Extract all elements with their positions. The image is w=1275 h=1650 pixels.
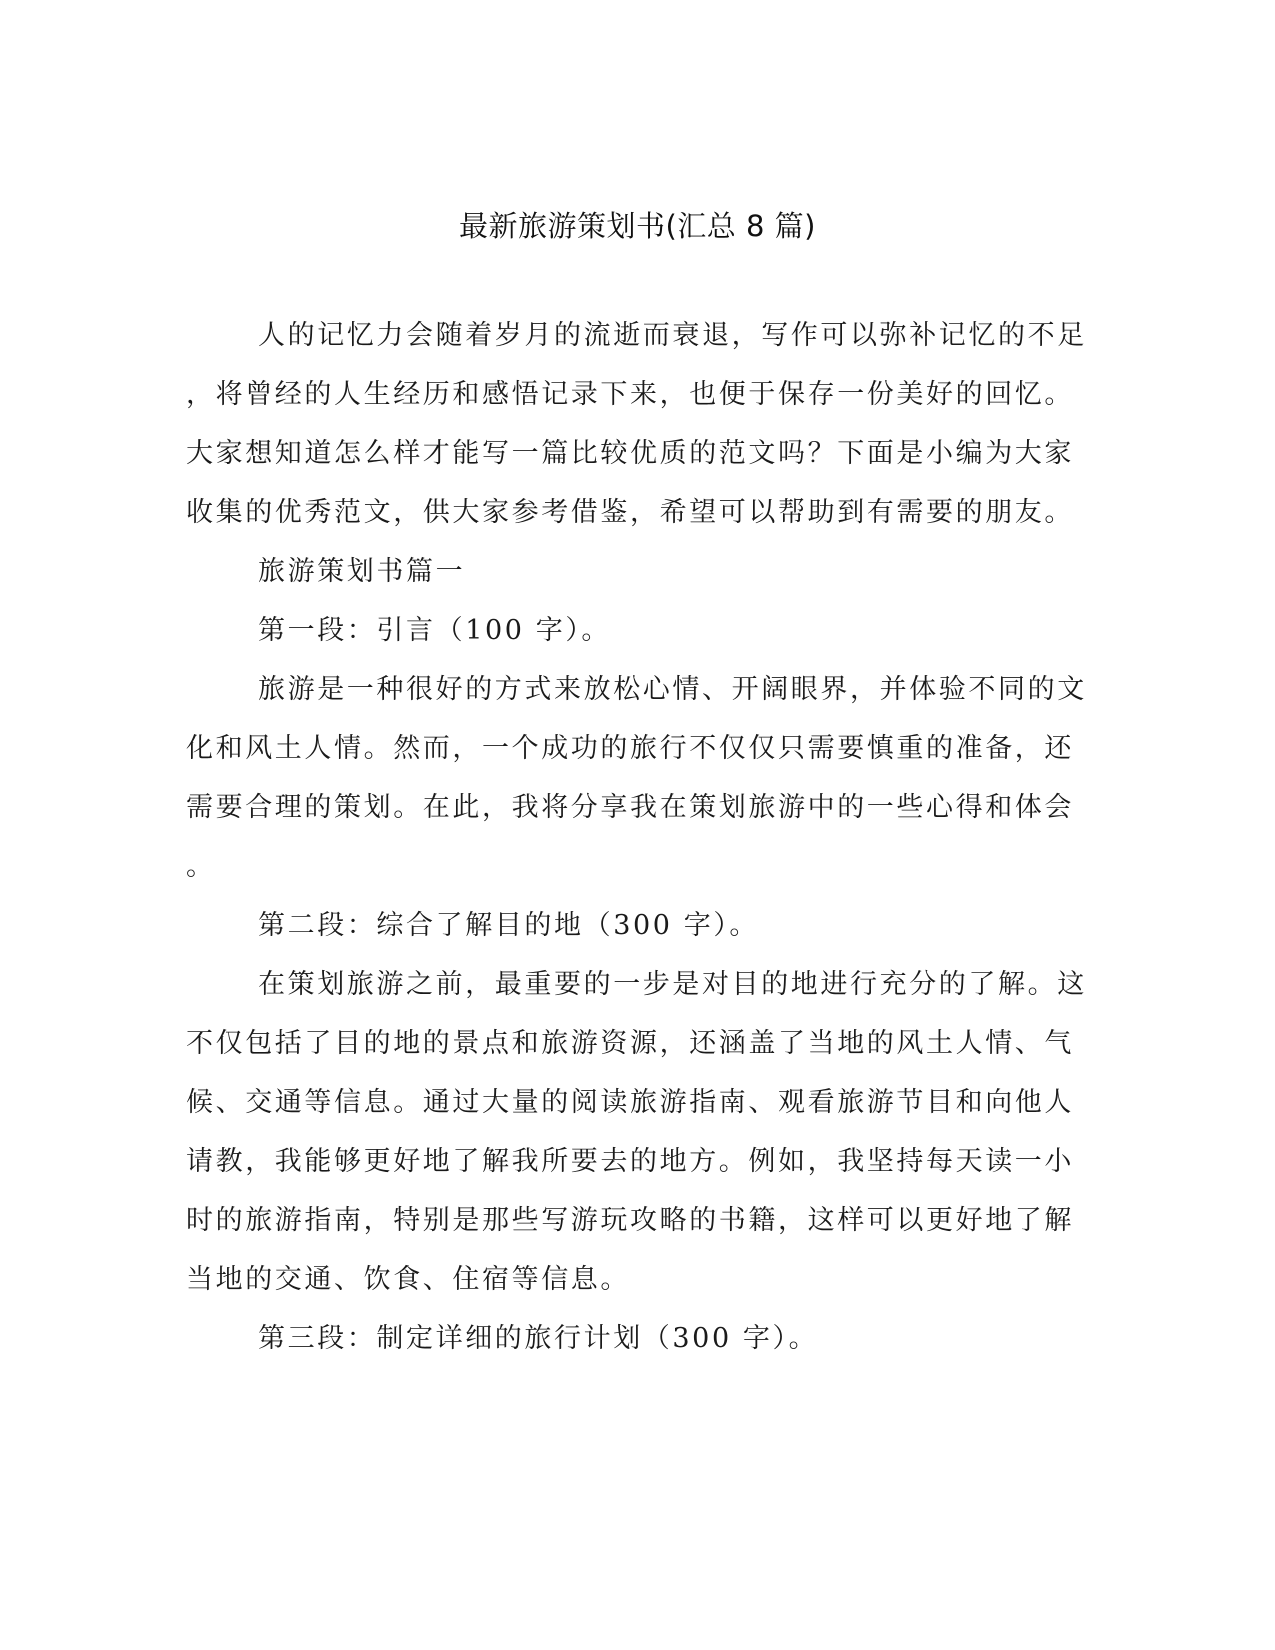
paragraph-line: 化和风土人情。然而，一个成功的旅行不仅仅只需要慎重的准备，还	[186, 733, 1074, 764]
paragraph-line: ，将曾经的人生经历和感悟记录下来，也便于保存一份美好的回忆。	[186, 379, 1074, 410]
section-heading: 第二段：综合了解目的地（300 字）。	[258, 910, 760, 941]
section-heading: 旅游策划书篇一	[258, 556, 466, 587]
paragraph-line: 请教，我能够更好地了解我所要去的地方。例如，我坚持每天读一小	[186, 1146, 1074, 1177]
paragraph-line: 。	[186, 851, 216, 882]
paragraph-line: 在策划旅游之前，最重要的一步是对目的地进行充分的了解。这	[258, 969, 1087, 1000]
paragraph-line: 当地的交通、饮食、住宿等信息。	[186, 1264, 630, 1295]
paragraph-line: 大家想知道怎么样才能写一篇比较优质的范文吗？下面是小编为大家	[186, 438, 1074, 469]
paragraph-line: 需要合理的策划。在此，我将分享我在策划旅游中的一些心得和体会	[186, 792, 1074, 823]
section-heading: 第一段：引言（100 字）。	[258, 615, 612, 646]
paragraph-line: 人的记忆力会随着岁月的流逝而衰退，写作可以弥补记忆的不足	[258, 320, 1087, 351]
paragraph-line: 收集的优秀范文，供大家参考借鉴，希望可以帮助到有需要的朋友。	[186, 497, 1074, 528]
paragraph-line: 旅游是一种很好的方式来放松心情、开阔眼界，并体验不同的文	[258, 674, 1087, 705]
paragraph-line: 不仅包括了目的地的景点和旅游资源，还涵盖了当地的风土人情、气	[186, 1028, 1074, 1059]
paragraph-line: 时的旅游指南，特别是那些写游玩攻略的书籍，这样可以更好地了解	[186, 1205, 1074, 1236]
document-title: 最新旅游策划书(汇总 8 篇)	[458, 209, 816, 243]
paragraph-line: 候、交通等信息。通过大量的阅读旅游指南、观看旅游节目和向他人	[186, 1087, 1074, 1118]
section-heading: 第三段：制定详细的旅行计划（300 字）。	[258, 1323, 819, 1354]
